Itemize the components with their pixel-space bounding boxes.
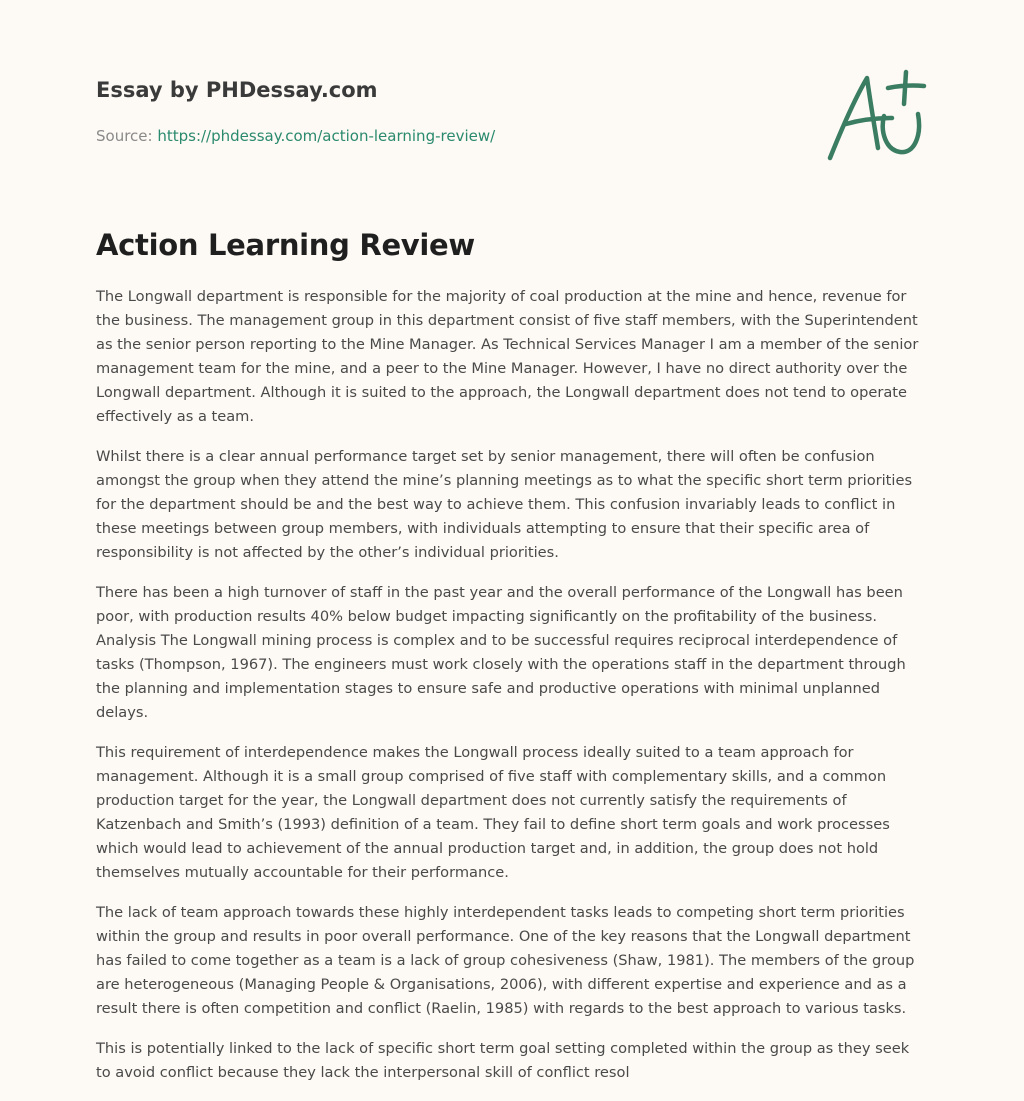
paragraph: There has been a high turnover of staff in the past year and the overall performance of the Longwall has been poor, with production results 40% below budget impacting significantly on the profitability of the business. Analysis The Longwall mining process is complex and to be successful requires reciprocal interdependence of tasks (Thompson, 1967). The engineers must work closely with the operations staff in the department through the planning and implementation stages to ensure safe and productive operations with minimal unplanned delays. xyxy=(96,584,906,721)
paragraph: The Longwall department is responsible for the majority of coal production at the mine and hence, revenue for the business. The management group in this department consist of five staff members, with the Superintendent as the senior person reporting to the Mine Manager. As Technical Services Manager I am a member of the senior management team for the mine, and a peer to the Mine Manager. However, I have no direct authority over the Longwall department. Although it is suited to the approach, the Longwall department does not tend to operate effectively as a team. xyxy=(96,288,919,425)
paragraph: The lack of team approach towards these highly interdependent tasks leads to competing short term priorities within the group and results in poor overall performance. One of the key reasons that the Longwall department has failed to come together as a team is a lack of group cohesiveness (Shaw, 1981). The members of the group are heterogeneous (Managing People & Organisations, 2006), with different expertise and experience and as a result there is often competition and conflict (Raelin, 1985) with regards to the best approach to various tasks. xyxy=(96,904,915,1017)
source-link[interactable]: https://phdessay.com/action-learning-review/ xyxy=(157,127,496,145)
source-line xyxy=(96,126,796,146)
article-body xyxy=(96,285,928,1101)
paragraph: Whilst there is a clear annual performance target set by senior management, there will often be confusion amongst the group when they attend the mine’s planning meetings as to what the specific short term priorities for the department should be and the best way to achieve them. This confusion invariably leads to conflict in these meetings between group members, with individuals attempting to ensure that their specific area of responsibility is not affected by the other’s individual priorities. xyxy=(96,448,913,561)
source-label: Source: xyxy=(96,127,158,145)
site-title: Essay by PHDessay.com xyxy=(96,78,378,102)
paragraph: This is potentially linked to the lack of specific short term goal setting completed within the group as they seek to avoid conflict because they lack the interpersonal skill of conflict resol xyxy=(96,1040,910,1081)
a-plus-logo-icon xyxy=(820,64,930,166)
paragraph: This requirement of interdependence makes the Longwall process ideally suited to a team approach for management. Although it is a small group comprised of five staff with complementary skills, and a common production target for the year, the Longwall department does not currently satisfy the requirements of Katzenbach and Smith’s (1993) definition of a team. They fail to define short term goals and work processes which would lead to achievement of the annual production target and, in addition, the group does not hold themselves mutually accountable for their performance. xyxy=(96,744,890,881)
article-title: Action Learning Review xyxy=(96,228,475,262)
page-header xyxy=(96,76,796,146)
